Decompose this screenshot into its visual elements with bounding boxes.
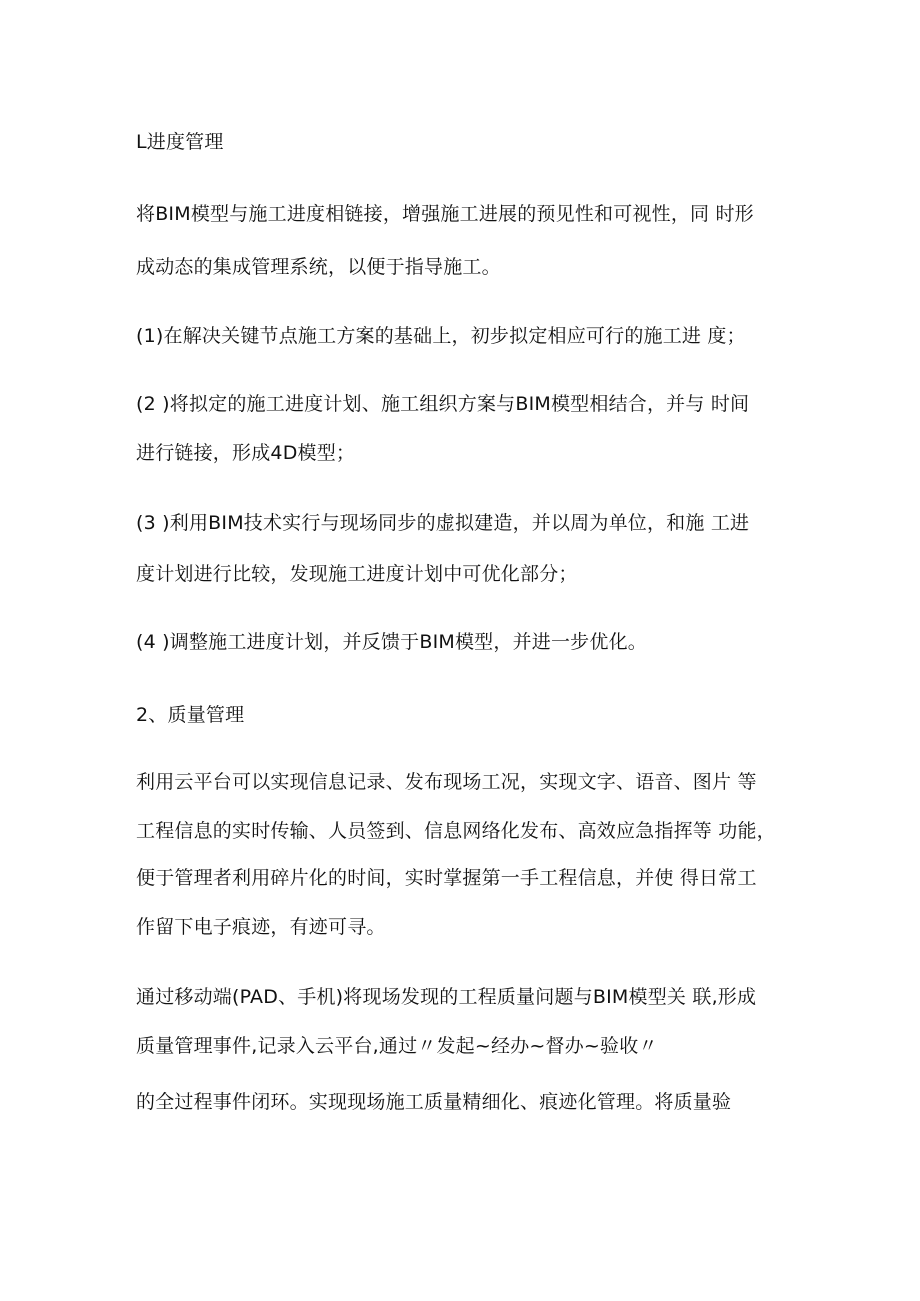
paragraph-line: 利用云平台可以实现信息记录、发布现场工况，实现文字、语音、图片 等: [136, 771, 757, 793]
paragraph-line: 质量管理事件,记录入云平台,通过〃发起~经办~督办~验收〃: [136, 1035, 658, 1057]
section-heading-schedule: L进度管理: [136, 131, 224, 153]
paragraph-line: 的全过程事件闭环。实现现场施工质量精细化、痕迹化管理。将质量验: [136, 1091, 732, 1113]
list-item-3-cont: 度计划进行比较，发现施工进度计划中可优化部分；: [136, 563, 578, 585]
paragraph-line: 通过移动端(PAD、手机)将现场发现的工程质量问题与BIM模型关 联,形成: [136, 986, 757, 1008]
list-item-2-cont: 进行链接，形成4D模型；: [136, 442, 356, 464]
paragraph-line: 将BIM模型与施工进度相链接，增强施工进展的预见性和可视性，同 时形: [136, 203, 754, 225]
list-item-3: (3 )利用BIM技术实行与现场同步的虚拟建造，并以周为单位，和施 工进: [136, 512, 750, 534]
paragraph-line: 成动态的集成管理系统，以便于指导施工。: [136, 256, 501, 278]
list-item-2: (2 )将拟定的施工进度计划、施工组织方案与BIM模型相结合，并与 时间: [136, 393, 750, 415]
list-item-4: (4 )调整施工进度计划，并反馈于BIM模型，并进一步优化。: [136, 631, 647, 653]
paragraph-line: 工程信息的实时传输、人员签到、信息网络化发布、高效应急指挥等 功能，: [136, 820, 776, 842]
paragraph-line: 便于管理者利用碎片化的时间，实时掌握第一手工程信息，并使 得日常工: [136, 867, 757, 889]
paragraph-line: 作留下电子痕迹，有迹可寻。: [136, 916, 386, 938]
list-item-1: (1)在解决关键节点施工方案的基础上，初步拟定相应可行的施工进 度；: [136, 325, 746, 347]
section-heading-quality: 2、质量管理: [136, 704, 245, 726]
